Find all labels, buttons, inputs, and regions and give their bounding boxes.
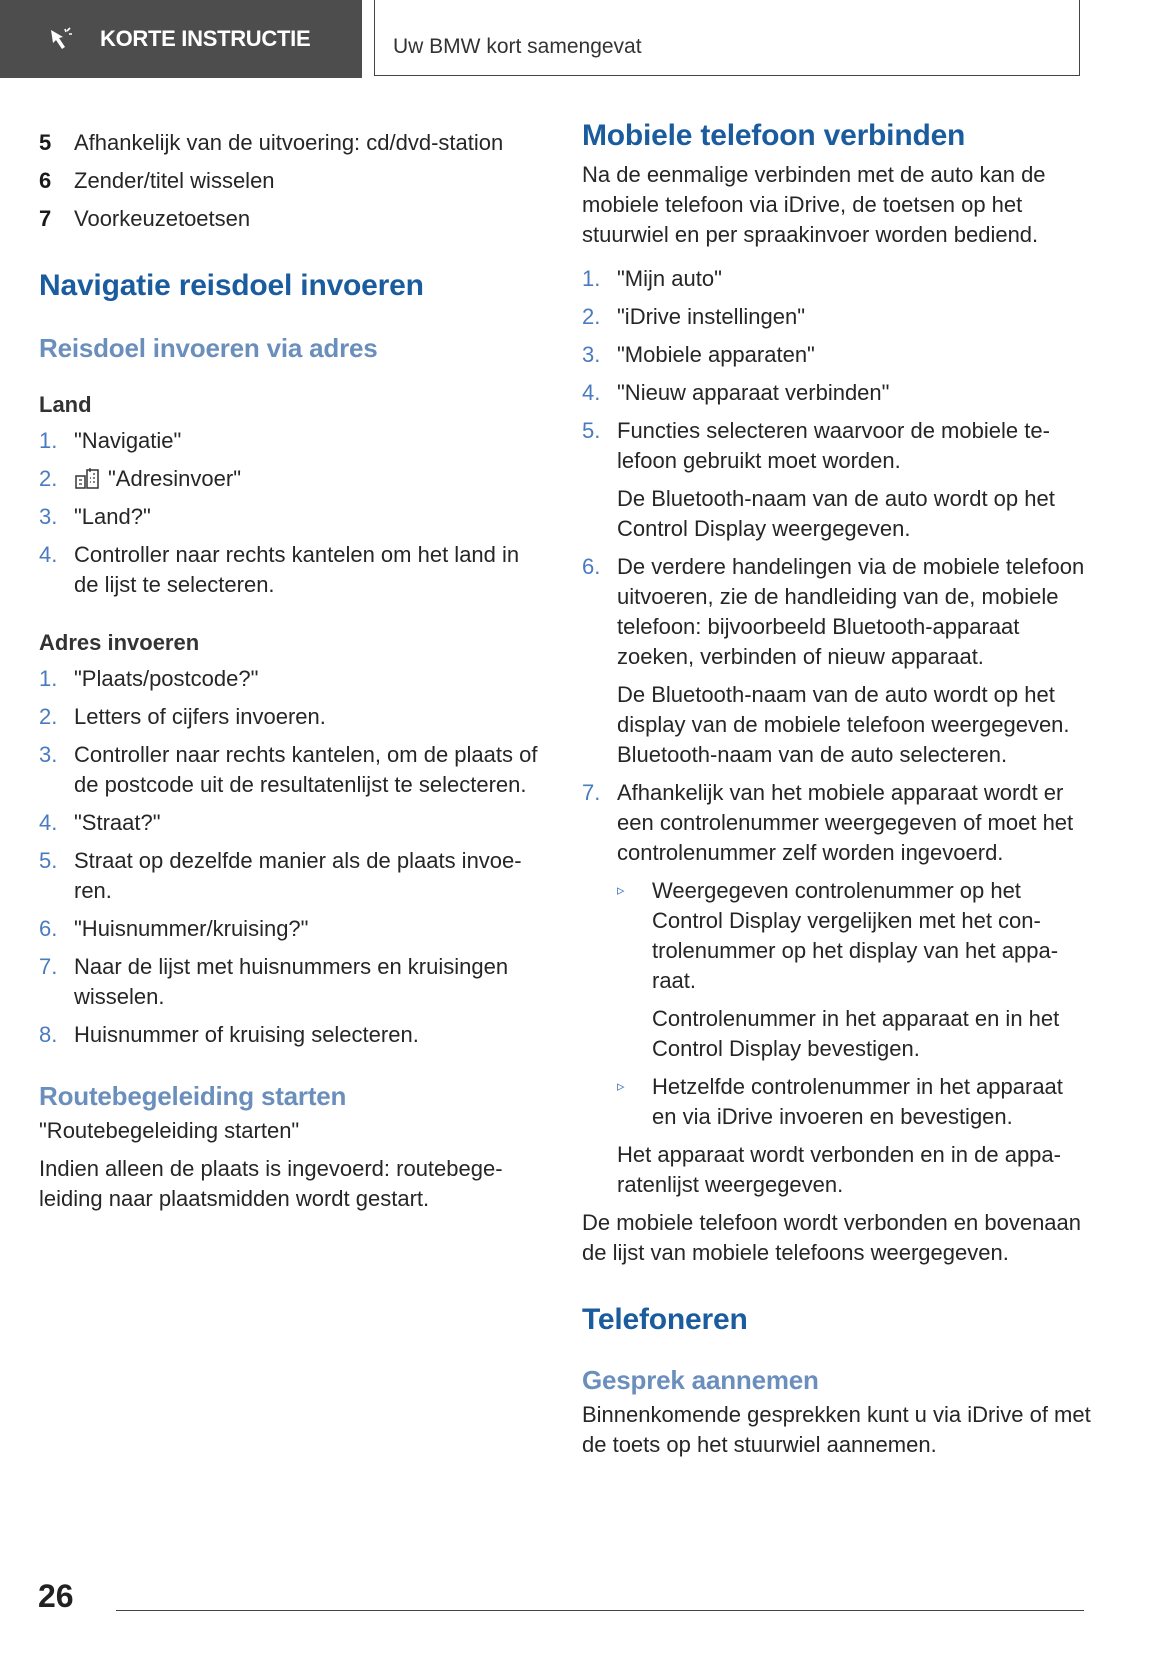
answer-heading: Gesprek aannemen — [582, 1365, 819, 1395]
step-note: De Bluetooth-naam van de auto wordt op het display van de mobiele telefoon weergegeven. Bluetooth-naam van de auto selecteren. — [617, 682, 1070, 767]
nav-heading: Navigatie reisdoel invoeren — [39, 269, 424, 302]
address-entry-icon — [74, 466, 102, 490]
triangle-bullet-icon: ▹ — [617, 882, 625, 899]
list-item: 6. De verdere handelingen via de mobiele telefoon uitvoeren, zie de handleiding van de, mobiele telefoon: bijvoorbeeld Bluetooth-apparaat zoeken, verbinden of nieuw apparaat. De Bluetooth-naam van de auto wordt op het display van de mobiele telefoon weergegeven. Bluetooth-naam van de auto selecteren. — [582, 552, 1092, 770]
section-label: KORTE INSTRUCTIE — [100, 26, 311, 51]
list-item: 3. "Mobiele apparaten" — [582, 342, 815, 367]
list-item: 7. Afhankelijk van het mobiele apparaat wordt er een controlenummer weergegeven of moet het controlenummer zelf worden ingevoerd. ▹ Weergegeven controlenummer op het Control Display vergelijken met het controlenummer op het display van het apparaat. Controlenummer in het apparaat en in het Control Display bevestigen. ▹ Hetzelfde controlenummer in het apparaat en via iDrive invoeren en bevestigen. Het apparaat wordt verbonden en in de apparatenlijst weergegeven. — [582, 778, 1092, 1200]
section-subtitle: Uw BMW kort samengevat — [393, 35, 642, 58]
bullet-item: ▹ Weergegeven controlenummer op het Control Display vergelijken met het controlenummer op het display van het apparaat. Controlenummer in het apparaat en in het Control Display bevestigen. — [617, 876, 1092, 1064]
adres-heading: Adres invoeren — [39, 630, 200, 655]
phone-outro: De mobiele telefoon wordt verbonden en bovenaan de lijst van mobiele telefoons weergegeven. — [582, 1210, 1082, 1265]
phone-heading: Mobiele telefoon verbinden — [582, 119, 966, 152]
list-item: 1. "Plaats/postcode?" — [39, 666, 259, 691]
right-column — [582, 118, 1092, 1460]
list-item: 5 Afhankelijk van de uitvoering: cd/dvd-station — [39, 130, 504, 155]
list-item: 1. "Navigatie" — [39, 428, 182, 453]
address-heading: Reisdoel invoeren via adres — [39, 333, 378, 363]
section-subtitle-box — [374, 0, 1080, 76]
controls-list — [39, 128, 544, 234]
adres-steps — [39, 664, 544, 1050]
quick-start-icon — [48, 26, 74, 52]
list-item: 6 Zender/titel wisselen — [39, 168, 275, 193]
list-item: 5. Straat op dezelfde manier als de plaats invoeren. — [39, 848, 522, 903]
bullet-note: Controlenummer in het apparaat en in het Control Display bevestigen. — [652, 1006, 1060, 1061]
list-item: 4. "Straat?" — [39, 810, 161, 835]
footer-divider — [116, 1610, 1084, 1611]
list-item: 2. "iDrive instellingen" — [582, 304, 806, 329]
list-item: 3. "Land?" — [39, 504, 151, 529]
step-note: De Bluetooth-naam van de auto wordt op het Control Display weergegeven. — [617, 486, 1055, 541]
list-item: 2. "Adresinvoer" — [39, 466, 242, 491]
route-text-2: Indien alleen de plaats is ingevoerd: routebegeleiding naar plaatsmidden wordt gestart. — [39, 1156, 503, 1211]
after-bullets-note: Het apparaat wordt verbonden en in de apparatenlijst weergegeven. — [617, 1142, 1061, 1197]
list-item: 6. "Huisnummer/kruising?" — [39, 916, 309, 941]
bullet-list — [617, 876, 1092, 1132]
route-text-1: "Routebegeleiding starten" — [39, 1118, 300, 1143]
route-heading: Routebegeleiding starten — [39, 1081, 347, 1111]
bullet-item: ▹ Hetzelfde controlenummer in het apparaat en via iDrive invoeren en bevestigen. — [617, 1074, 1063, 1129]
phone-steps — [582, 264, 1092, 1200]
list-item: 5. Functies selecteren waarvoor de mobiele telefoon gebruikt moet worden. De Bluetooth-naam van de auto wordt op het Control Display weergegeven. — [582, 416, 1092, 544]
land-heading: Land — [39, 392, 92, 417]
page-number: 26 — [38, 1578, 74, 1614]
phone-intro: Na de eenmalige verbinden met de auto kan de mobiele telefoon via iDrive, de toetsen op het stuurwiel en per spraakinvoer worden bediend. — [582, 162, 1046, 247]
list-item: 7 Voorkeuzetoetsen — [39, 206, 251, 231]
left-column — [39, 128, 544, 1214]
land-steps — [39, 426, 544, 600]
answer-text: Binnenkomende gesprekken kunt u via iDrive of met de toets op het stuurwiel aannemen. — [582, 1402, 1091, 1457]
call-heading: Telefoneren — [582, 1303, 748, 1336]
list-item: 7. Naar de lijst met huisnummers en kruisingen wisselen. — [39, 954, 509, 1009]
list-item: 8. Huisnummer of kruising selecteren. — [39, 1022, 419, 1047]
list-item: 4. "Nieuw apparaat verbinden" — [582, 380, 890, 405]
list-item: 4. Controller naar rechts kantelen om het land in de lijst te selecteren. — [39, 542, 520, 597]
triangle-bullet-icon: ▹ — [617, 1078, 625, 1095]
section-tab — [0, 0, 362, 78]
list-item: 2. Letters of cijfers invoeren. — [39, 704, 326, 729]
list-item: 3. Controller naar rechts kantelen, om de plaats of de postcode uit de resultatenlijst te selecteren. — [39, 742, 538, 797]
list-item: 1. "Mijn auto" — [582, 266, 722, 291]
